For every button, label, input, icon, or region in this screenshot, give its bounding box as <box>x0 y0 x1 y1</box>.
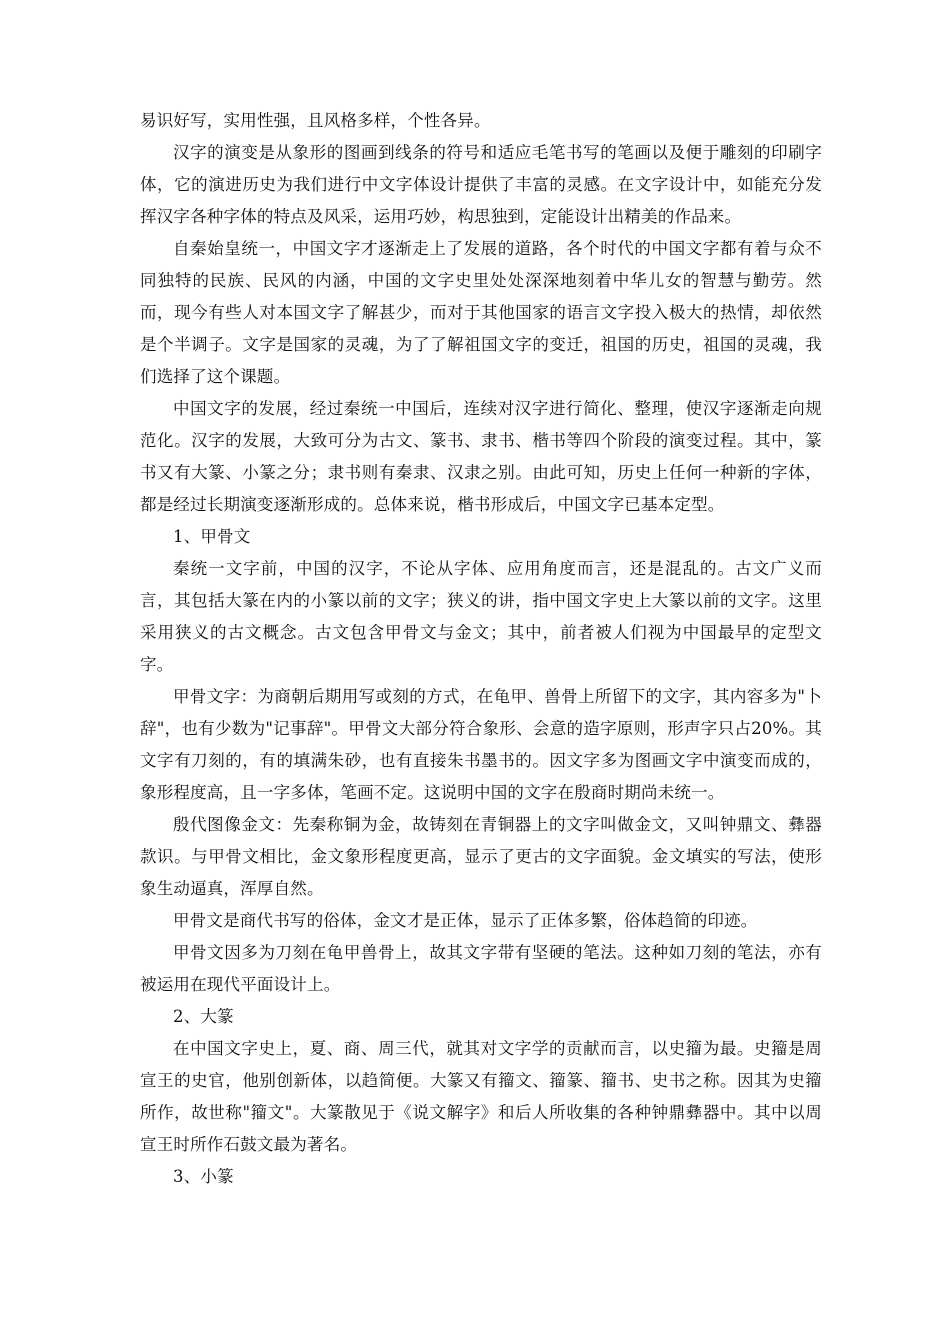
paragraph-evolution: 汉字的演变是从象形的图画到线条的符号和适应毛笔书写的笔画以及便于雕刻的印刷字体，它的演进历史为我们进行中文字体设计提供了丰富的灵感。在文字设计中，如能充分发挥汉字各种字体的特点及风采，运用巧妙，构思独到，定能设计出精美的作品来。 <box>140 143 822 226</box>
paragraph-continuation: 易识好写，实用性强，且风格多样，个性各异。 <box>140 111 491 130</box>
section-heading-great-seal: 2、大篆 <box>173 1007 234 1026</box>
document-body <box>140 105 822 1193</box>
section-heading-small-seal: 3、小篆 <box>173 1167 234 1186</box>
paragraph-oracle-bone: 甲骨文字：为商朝后期用写或刻的方式，在龟甲、兽骨上所留下的文字，其内容多为"卜辞"，也有少数为"记事辞"。甲骨文大部分符合象形、会意的造字原则，形声字只占20%。其文字有刀刻的，有的填满朱砂，也有直接朱书墨书的。因文字多为图画文字中演变而成的，象形程度高，且一字多体，笔画不定。这说明中国的文字在殷商时期尚未统一。 <box>140 687 822 802</box>
paragraph-knife-strokes: 甲骨文因多为刀刻在龟甲兽骨上，故其文字带有坚硬的笔法。这种如刀刻的笔法，亦有被运用在现代平面设计上。 <box>140 943 822 994</box>
paragraph-development: 中国文字的发展，经过秦统一中国后，连续对汉字进行简化、整理，使汉字逐渐走向规范化。汉字的发展，大致可分为古文、篆书、隶书、楷书等四个阶段的演变过程。其中，篆书又有大篆、小篆之分；隶书则有秦隶、汉隶之别。由此可知，历史上任何一种新的字体，都是经过长期演变逐渐形成的。总体来说，楷书形成后，中国文字已基本定型。 <box>140 399 822 514</box>
paragraph-ancient-script: 秦统一文字前，中国的汉字，不论从字体、应用角度而言，还是混乱的。古文广义而言，其包括大篆在内的小篆以前的文字；狭义的讲，指中国文字史上大篆以前的文字。这里采用狭义的古文概念。古文包含甲骨文与金文；其中，前者被人们视为中国最早的定型文字。 <box>140 559 822 674</box>
paragraph-qin-unification: 自秦始皇统一，中国文字才逐渐走上了发展的道路，各个时代的中国文字都有着与众不同独特的民族、民风的内涵，中国的文字史里处处深深地刻着中华儿女的智慧与勤劳。然而，现今有些人对本国文字了解甚少，而对于其他国家的语言文字投入极大的热情，却依然是个半调子。文字是国家的灵魂，为了了解祖国文字的变迁，祖国的历史，祖国的灵魂，我们选择了这个课题。 <box>140 239 822 386</box>
paragraph-vulgar-formal: 甲骨文是商代书写的俗体，金文才是正体，显示了正体多繁，俗体趋简的印迹。 <box>173 911 758 930</box>
paragraph-bronze-script: 殷代图像金文：先秦称铜为金，故铸刻在青铜器上的文字叫做金文，又叫钟鼎文、彝器款识。与甲骨文相比，金文象形程度更高，显示了更古的文字面貌。金文填实的写法，使形象生动逼真，浑厚自然。 <box>140 815 822 898</box>
paragraph-great-seal: 在中国文字史上，夏、商、周三代，就其对文字学的贡献而言，以史籀为最。史籀是周宣王的史官，他别创新体，以趋简便。大篆又有籀文、籀篆、籀书、史书之称。因其为史籀所作，故世称"籀文"。大篆散见于《说文解字》和后人所收集的各种钟鼎彝器中。其中以周宣王时所作石鼓文最为著名。 <box>140 1039 822 1154</box>
section-heading-oracle-bone: 1、甲骨文 <box>173 527 251 546</box>
